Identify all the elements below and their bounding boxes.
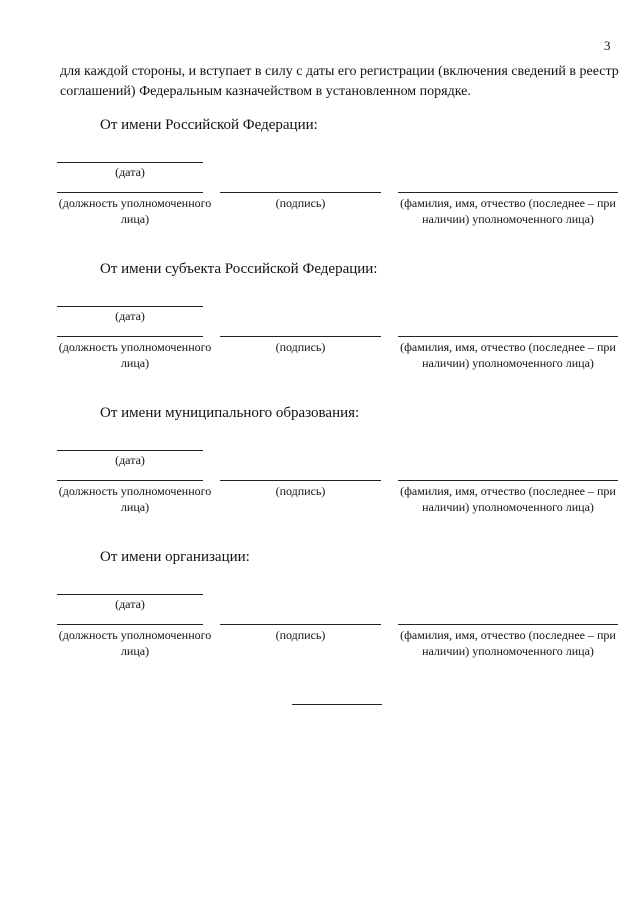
full-name-caption: (фамилия, имя, отчество (последнее – при наличии) уполномоченного лица) bbox=[400, 196, 616, 226]
date-line[interactable] bbox=[57, 162, 203, 163]
date-line[interactable] bbox=[57, 450, 203, 451]
party-heading: От имени организации: bbox=[100, 549, 250, 565]
full-name-caption: (фамилия, имя, отчество (последнее – при наличии) уполномоченного лица) bbox=[400, 628, 616, 658]
party-heading: От имени субъекта Российской Федерации: bbox=[100, 261, 378, 277]
full-name-caption: (фамилия, имя, отчество (последнее – при наличии) уполномоченного лица) bbox=[400, 340, 616, 370]
date-caption: (дата) bbox=[115, 597, 145, 611]
date-line[interactable] bbox=[57, 594, 203, 595]
full-name-caption: (фамилия, имя, отчество (последнее – при наличии) уполномоченного лица) bbox=[400, 484, 616, 514]
position-line[interactable] bbox=[57, 336, 203, 337]
date-line[interactable] bbox=[57, 306, 203, 307]
signature-caption: (подпись) bbox=[275, 196, 326, 210]
position-line[interactable] bbox=[57, 624, 203, 625]
date-caption: (дата) bbox=[115, 453, 145, 467]
position-caption: (должность уполномоченного лица) bbox=[58, 484, 212, 514]
full-name-line[interactable] bbox=[398, 624, 618, 625]
end-of-document-line bbox=[292, 704, 382, 705]
signature-line[interactable] bbox=[220, 624, 381, 625]
position-caption: (должность уполномоченного лица) bbox=[58, 340, 212, 370]
signature-line[interactable] bbox=[220, 192, 381, 193]
signature-block-municipality bbox=[0, 405, 640, 545]
signature-caption: (подпись) bbox=[275, 484, 326, 498]
signature-line[interactable] bbox=[220, 480, 381, 481]
party-heading: От имени муниципального образования: bbox=[100, 405, 360, 421]
signature-block-organization bbox=[0, 549, 640, 689]
party-heading: От имени Российской Федерации: bbox=[100, 117, 318, 133]
full-name-line[interactable] bbox=[398, 336, 618, 337]
signature-block-region bbox=[0, 261, 640, 401]
full-name-line[interactable] bbox=[398, 480, 618, 481]
intro-paragraph: для каждой стороны, и вступает в силу с даты его регистрации (включения сведений в реестр соглашений) Федеральным казначейством в установленном порядке. bbox=[60, 64, 619, 99]
position-caption: (должность уполномоченного лица) bbox=[58, 196, 212, 226]
page-number: 3 bbox=[604, 38, 611, 53]
signature-line[interactable] bbox=[220, 336, 381, 337]
date-caption: (дата) bbox=[115, 309, 145, 323]
full-name-line[interactable] bbox=[398, 192, 618, 193]
signature-caption: (подпись) bbox=[275, 628, 326, 642]
date-caption: (дата) bbox=[115, 165, 145, 179]
position-line[interactable] bbox=[57, 480, 203, 481]
position-line[interactable] bbox=[57, 192, 203, 193]
signature-caption: (подпись) bbox=[275, 340, 326, 354]
position-caption: (должность уполномоченного лица) bbox=[58, 628, 212, 658]
signature-block-federation bbox=[0, 117, 640, 257]
